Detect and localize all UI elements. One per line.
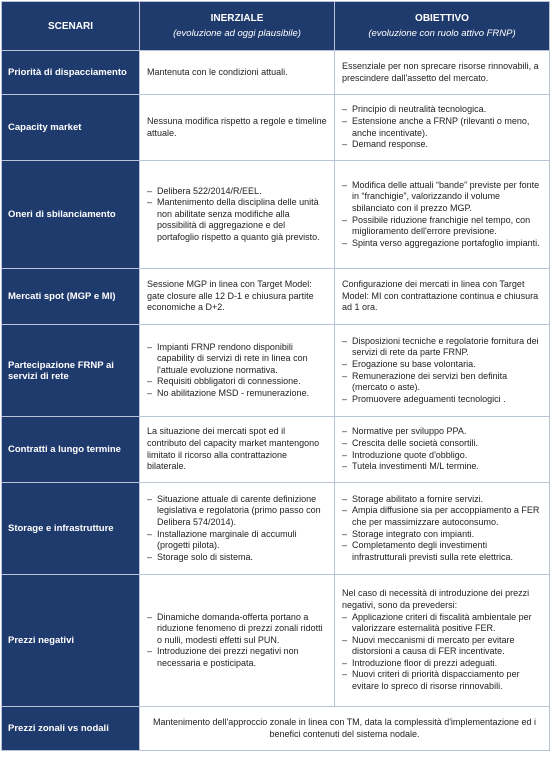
list-item: – Ampia diffusione sia per accoppiamento a FER che per massimizzare autoconsumo. <box>352 505 542 528</box>
table-row <box>2 325 550 417</box>
list-item: – Crescita delle società consortili. <box>352 438 542 450</box>
table-row <box>2 95 550 161</box>
scenario-label: Mercati spot (MGP e MI) <box>2 269 140 325</box>
header-inerziale-subtitle: (evoluzione ad oggi plausibile) <box>173 28 301 39</box>
table-row <box>2 575 550 707</box>
scenario-label: Partecipazione FRNP ai servizi di rete <box>2 325 140 417</box>
cell-text: Configurazione dei mercati in linea con Target Model: MI con contrattazione continua e chiusura ad 1 ora. <box>342 279 539 313</box>
list-item: – Requisiti obbligatori di connessione. <box>157 376 327 388</box>
bullet-list <box>342 426 542 472</box>
inerziale-cell <box>140 325 335 417</box>
bullet-list <box>147 342 327 400</box>
list-item: – Mantenimento della disciplina delle unità non abilitate senza modifiche alla possibilità di aggregazione e del portafoglio rispetto a quanto già previsto. <box>157 197 327 243</box>
list-item: – Situazione attuale di carente definizione legislativa e regolatoria (primo passo con Delibera 574/2014). <box>157 494 327 529</box>
cell-intro-text: Nel caso di necessità di introduzione dei prezzi negativi, sono da prevedersi: <box>342 588 530 610</box>
obiettivo-cell <box>335 51 550 95</box>
obiettivo-cell <box>335 325 550 417</box>
obiettivo-cell <box>335 417 550 483</box>
list-item: – Estensione anche a FRNP (rilevanti o meno, anche incentivate). <box>352 116 542 139</box>
scenario-label: Oneri di sbilanciamento <box>2 161 140 269</box>
list-item: – Dinamiche domanda-offerta portano a riduzione fenomeno di prezzi zonali ridotti o nulli, modesti effetti sul PUN. <box>157 612 327 647</box>
list-item: – Introduzione dei prezzi negativi non necessaria e posticipata. <box>157 646 327 669</box>
cell-text: La situazione dei mercati spot ed il contributo del capacity market mantengono limitato il ricorso alla contrattazione bilaterale. <box>147 426 320 472</box>
bullet-list <box>342 180 542 250</box>
scenari-table <box>1 1 550 751</box>
list-item: – Storage integrato con impianti. <box>352 529 542 541</box>
list-item: – Possibile riduzione franchigie nel tempo, con miglioramento dell'errore previsione. <box>352 215 542 238</box>
list-item: – Disposizioni tecniche e regolatorie fornitura dei servizi di rete da parte FRNP. <box>352 336 542 359</box>
scenario-label: Prezzi zonali vs nodali <box>2 707 140 751</box>
list-item: – Modifica delle attuali “bande” previste per fonte in “franchigie”, valorizzando il volume sbilanciato con il prezzo MGP. <box>352 180 542 215</box>
list-item: – Installazione marginale di accumuli (progetti pilota). <box>157 529 327 552</box>
bullet-list <box>342 104 542 150</box>
cell-text: Nessuna modifica rispetto a regole e timeline attuale. <box>147 115 327 138</box>
list-item: – Erogazione su base volontaria. <box>352 359 542 371</box>
table-row <box>2 483 550 575</box>
bullet-list <box>147 186 327 244</box>
header-inerziale <box>140 2 335 51</box>
list-item: – Nuovi meccanismi di mercato per evitare distorsioni a causa di FER incentivate. <box>352 635 542 658</box>
bullet-list <box>147 494 327 564</box>
list-item: – Storage abilitato a fornire servizi. <box>352 494 542 506</box>
scenario-label: Storage e infrastrutture <box>2 483 140 575</box>
scenario-label: Capacity market <box>2 95 140 161</box>
list-item: – Demand response. <box>352 139 542 151</box>
obiettivo-cell <box>335 95 550 161</box>
inerziale-cell <box>140 269 335 325</box>
list-item: – Applicazione criteri di fiscalità ambientale per valorizzare esternalità positive FER. <box>352 612 542 635</box>
scenario-label: Prezzi negativi <box>2 575 140 707</box>
list-item: – Completamento degli investimenti infrastrutturali previsti sulla rete elettrica. <box>352 540 542 563</box>
list-item: – Storage solo di sistema. <box>157 552 327 564</box>
list-item: – Promuovere adeguamenti tecnologici . <box>352 394 542 406</box>
inerziale-cell <box>140 51 335 95</box>
inerziale-cell <box>140 161 335 269</box>
obiettivo-cell <box>335 269 550 325</box>
header-obiettivo-subtitle: (evoluzione con ruolo attivo FRNP) <box>368 28 516 39</box>
table-row <box>2 161 550 269</box>
header-obiettivo <box>335 2 550 51</box>
cell-text: Mantenuta con le condizioni attuali. <box>147 66 288 77</box>
table-row <box>2 269 550 325</box>
inerziale-cell <box>140 417 335 483</box>
bullet-list <box>342 612 542 693</box>
header-scenari: SCENARI <box>2 2 140 51</box>
list-item: – Impianti FRNP rendono disponibili capability di servizi di rete in linea con l'attuale evoluzione normativa. <box>157 342 327 377</box>
obiettivo-cell <box>335 575 550 707</box>
table-row <box>2 51 550 95</box>
list-item: – Spinta verso aggregazione portafoglio impianti. <box>352 238 542 250</box>
cell-text: Sessione MGP in linea con Target Model: gate closure alle 12 D-1 e chiusura partite economiche a D+2. <box>147 279 314 313</box>
table-row <box>2 707 550 751</box>
list-item: – Tutela investimenti M/L termine. <box>352 461 542 473</box>
list-item: – Nuovi criteri di priorità dispacciamento per evitare lo spreco di risorse rinnovabili. <box>352 669 542 692</box>
inerziale-cell <box>140 95 335 161</box>
table-row <box>2 417 550 483</box>
scenario-label: Contratti a lungo termine <box>2 417 140 483</box>
list-item: – Introduzione quote d'obbligo. <box>352 450 542 462</box>
list-item: – Remunerazione dei servizi ben definita (mercato o aste). <box>352 371 542 394</box>
obiettivo-cell <box>335 161 550 269</box>
bullet-list <box>147 612 327 670</box>
list-item: – Principio di neutralità tecnologica. <box>352 104 542 116</box>
inerziale-cell <box>140 483 335 575</box>
merged-cell: Mantenimento dell'approccio zonale in linea con TM, data la complessità d'implementazione ed i benefici contenuti del sistema nodale. <box>140 707 550 751</box>
cell-text: Essenziale per non sprecare risorse rinnovabili, a prescindere dall'assetto del mercato. <box>342 60 539 83</box>
header-inerziale-title: INERZIALE <box>210 13 264 24</box>
list-item: – Delibera 522/2014/R/EEL. <box>157 186 327 198</box>
obiettivo-cell <box>335 483 550 575</box>
header-obiettivo-title: OBIETTIVO <box>415 13 469 24</box>
scenario-label: Priorità di dispacciamento <box>2 51 140 95</box>
list-item: – Introduzione floor di prezzi adeguati. <box>352 658 542 670</box>
bullet-list <box>342 494 542 564</box>
inerziale-cell <box>140 575 335 707</box>
bullet-list <box>342 336 542 406</box>
header-row <box>2 2 550 51</box>
list-item: – No abilitazione MSD - remunerazione. <box>157 388 327 400</box>
list-item: – Normative per sviluppo PPA. <box>352 426 542 438</box>
